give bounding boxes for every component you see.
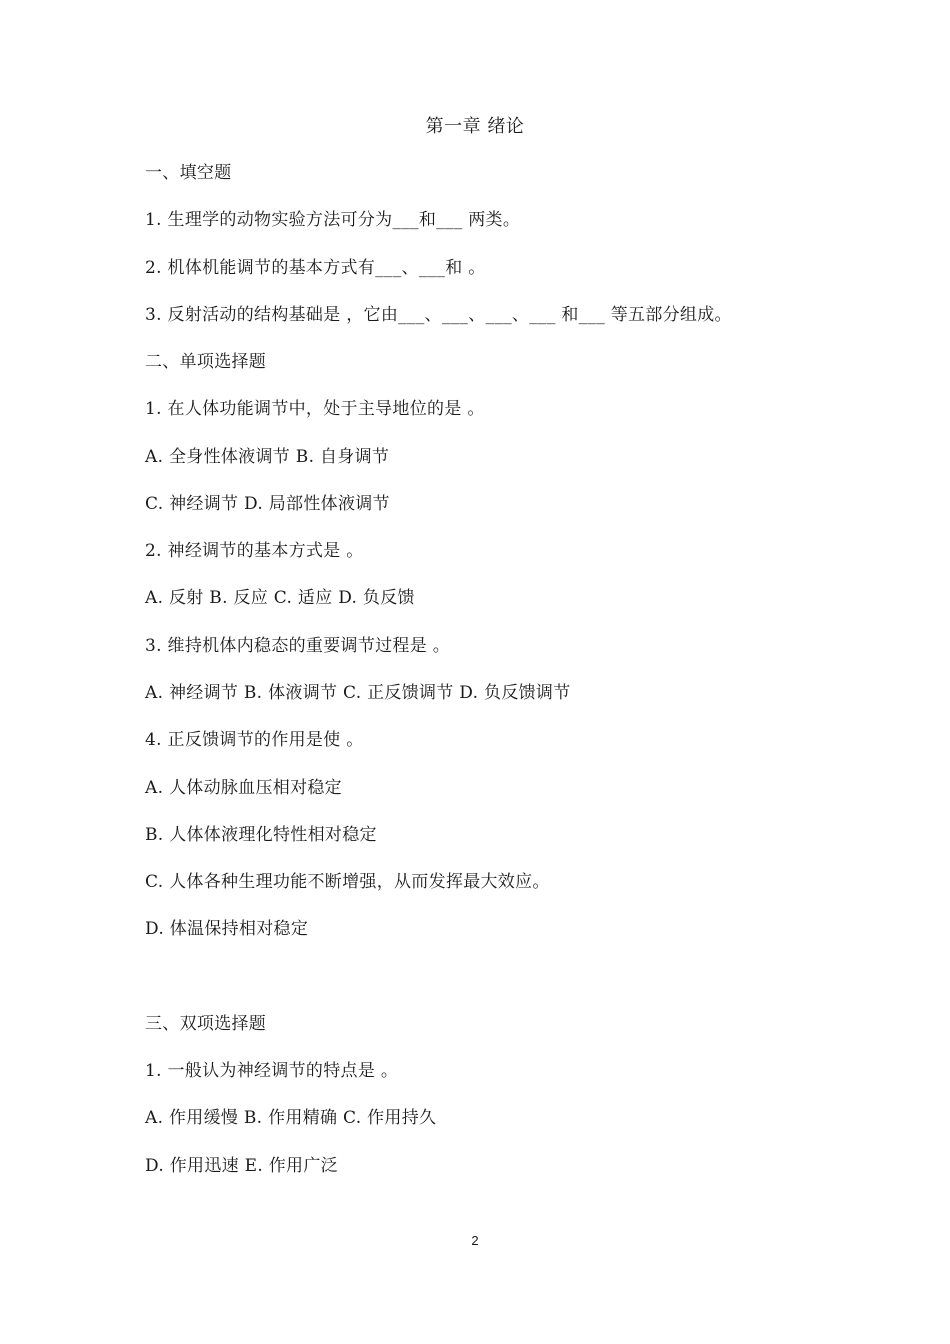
section-heading-single-choice: 二、单项选择题 <box>145 352 267 372</box>
single-choice-q1-options-cd: C. 神经调节 D. 局部性体液调节 <box>145 494 390 514</box>
single-choice-question-4: 4. 正反馈调节的作用是使 。 <box>145 730 364 750</box>
single-choice-q1-options-ab: A. 全身性体液调节 B. 自身调节 <box>145 447 390 467</box>
single-choice-q3-options: A. 神经调节 B. 体液调节 C. 正反馈调节 D. 负反馈调节 <box>145 683 571 703</box>
double-choice-q1-options-de: D. 作用迅速 E. 作用广泛 <box>145 1156 338 1176</box>
section-heading-fill-blank: 一、填空题 <box>145 163 232 183</box>
chapter-title: 第一章 绪论 <box>425 116 525 137</box>
single-choice-q4-option-b: B. 人体体液理化特性相对稳定 <box>145 825 377 845</box>
fill-blank-question-3: 3. 反射活动的结构基础是 ，它由___、___、___、___ 和___ 等五部分组成。 <box>145 305 732 325</box>
fill-blank-question-1: 1. 生理学的动物实验方法可分为___和___ 两类。 <box>145 210 521 230</box>
fill-blank-question-2: 2. 机体机能调节的基本方式有___、___和 。 <box>145 258 486 278</box>
double-choice-question-1: 1. 一般认为神经调节的特点是 。 <box>145 1061 399 1081</box>
single-choice-q4-option-c: C. 人体各种生理功能不断增强，从而发挥最大效应。 <box>145 872 550 892</box>
single-choice-q4-option-a: A. 人体动脉血压相对稳定 <box>145 778 342 798</box>
single-choice-question-2: 2. 神经调节的基本方式是 。 <box>145 541 364 561</box>
single-choice-question-1: 1. 在人体功能调节中，处于主导地位的是 。 <box>145 399 485 419</box>
page-number: 2 <box>471 1233 479 1248</box>
section-heading-double-choice: 三、双项选择题 <box>145 1014 267 1034</box>
single-choice-q4-option-d: D. 体温保持相对稳定 <box>145 919 309 939</box>
single-choice-q2-options: A. 反射 B. 反应 C. 适应 D. 负反馈 <box>145 588 415 608</box>
single-choice-question-3: 3. 维持机体内稳态的重要调节过程是 。 <box>145 636 451 656</box>
double-choice-q1-options-abc: A. 作用缓慢 B. 作用精确 C. 作用持久 <box>145 1108 437 1128</box>
